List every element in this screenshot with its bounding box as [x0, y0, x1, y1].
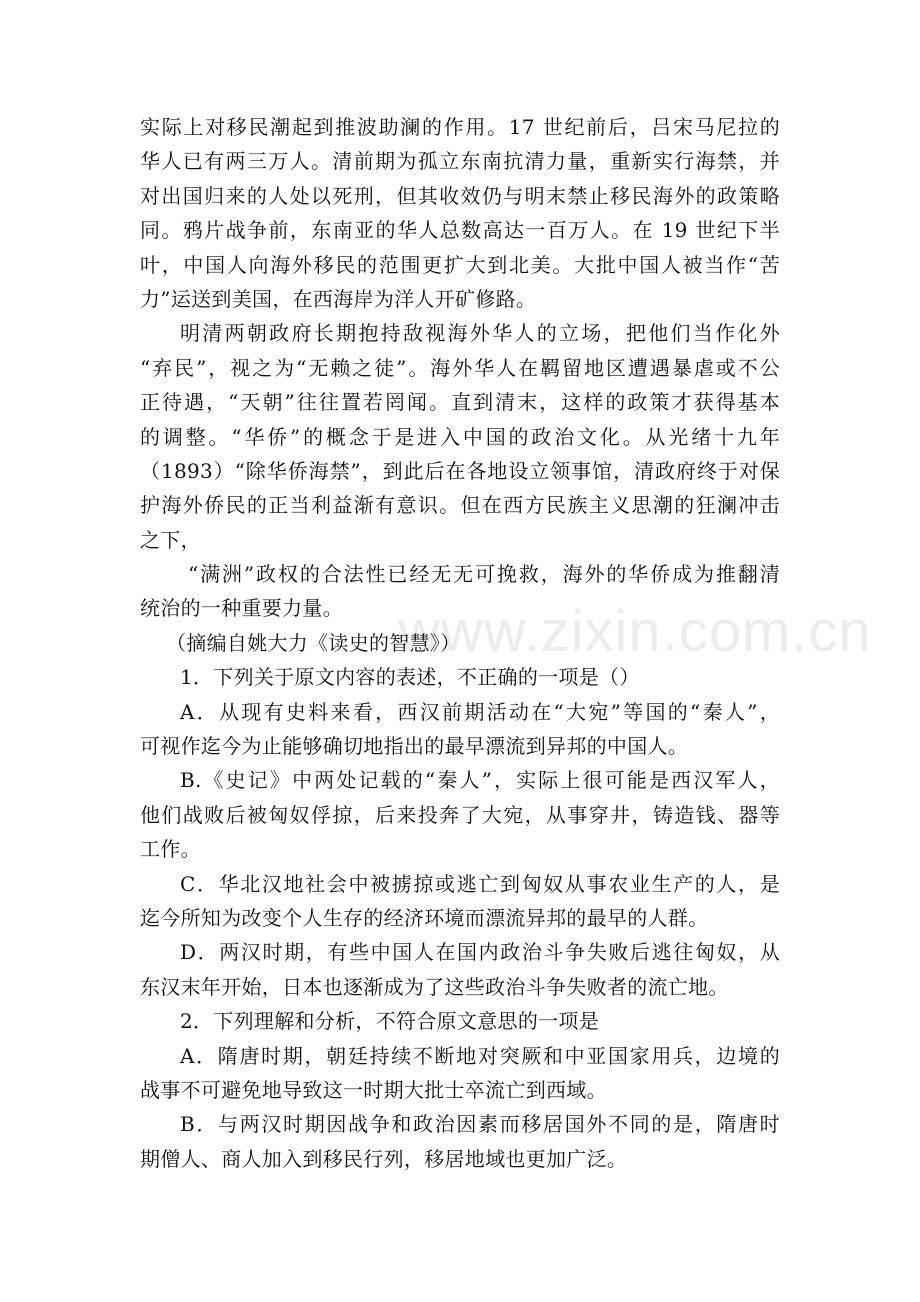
question-2: 2．下列理解和分析，不符合原文意思的一项是: [180, 1009, 600, 1034]
option-2b: B．与两汉时期因战争和政治因素而移居国外不同的是，隋唐时: [180, 1112, 780, 1137]
option-1d-cont: 东汉末年开始，日本也逐渐成为了这些政治斗争失败者的流亡地。: [140, 974, 729, 999]
text-line: 的调整。“华侨”的概念于是进入中国的政治文化。从光绪十九年: [140, 424, 780, 449]
option-2b-cont: 期僧人、商人加入到移民行列，移居地域也更加广泛。: [140, 1146, 628, 1171]
text-line: “满洲”政权的合法性已经无无可挽救，海外的华侨成为推翻清: [188, 562, 780, 587]
watermark: www.zixin.com.cn: [398, 599, 872, 664]
option-2a: A．隋唐时期，朝廷持续不断地对突厥和中亚国家用兵，边境的: [180, 1043, 780, 1068]
text-line: 正待遇，“天朝”往往置若罔闻。直到清末，这样的政策才获得基本: [140, 390, 780, 415]
text-line: 华人已有两三万人。清前期为孤立东南抗清力量，重新实行海禁，并: [140, 149, 780, 174]
text-line: 同。鸦片战争前，东南亚的华人总数高达一百万人。在 19 世纪下半: [140, 218, 780, 243]
text-line: 对出国归来的人处以死刑，但其收效仍与明末禁止移民海外的政策略: [140, 183, 780, 208]
source-citation: （摘编自姚大力《读史的智慧》）: [166, 630, 461, 655]
option-1d: D．两汉时期，有些中国人在国内政治斗争失败后逃往匈奴，从: [180, 940, 780, 965]
text-line: 力”运送到美国，在西海岸为洋人开矿修路。: [140, 286, 537, 311]
option-1b-cont: 工作。: [140, 837, 201, 862]
text-line: 叶，中国人向海外移民的范围更扩大到北美。大批中国人被当作“苦: [140, 252, 780, 277]
text-line: 统治的一种重要力量。: [140, 596, 343, 621]
option-1a-cont: 可视作迄今为止能够确切地指出的最早漂流到异邦的中国人。: [140, 734, 689, 759]
option-1a: A．从现有史料来看，西汉前期活动在“大宛”等国的“秦人”，: [180, 699, 780, 724]
option-1b: B.《史记》中两处记载的“秦人”，实际上很可能是西汉军人，: [180, 768, 780, 793]
text-line: 之下，: [140, 527, 201, 552]
text-line: 实际上对移民潮起到推波助澜的作用。17 世纪前后，吕宋马尼拉的: [140, 115, 780, 139]
option-1c-cont: 迄今所知为改变个人生存的经济环境而漂流异邦的最早的人群。: [140, 905, 709, 930]
text-line: “弃民”，视之为“无赖之徒”。海外华人在羁留地区遭遇暴虐或不公: [140, 355, 780, 380]
text-line: （1893）“除华侨海禁”，到此后在各地设立领事馆，清政府终于对保: [140, 458, 780, 483]
option-2a-cont: 战事不可避免地导致这一时期大批士卒流亡到西域。: [140, 1077, 607, 1102]
article-body: [140, 110, 780, 1176]
option-1c: C．华北汉地社会中被掳掠或逃亡到匈奴从事农业生产的人，是: [180, 871, 780, 896]
option-1b-cont: 他们战败后被匈奴俘掠，后来投奔了大宛，从事穿井，铸造钱、器等: [140, 802, 780, 827]
text-line: 明清两朝政府长期抱持敌视海外华人的立场，把他们当作化外: [180, 321, 780, 346]
question-1: 1．下列关于原文内容的表述，不正确的一项是（）: [180, 665, 640, 690]
text-line: 护海外侨民的正当利益渐有意识。但在西方民族主义思潮的狂澜冲击: [140, 493, 780, 518]
